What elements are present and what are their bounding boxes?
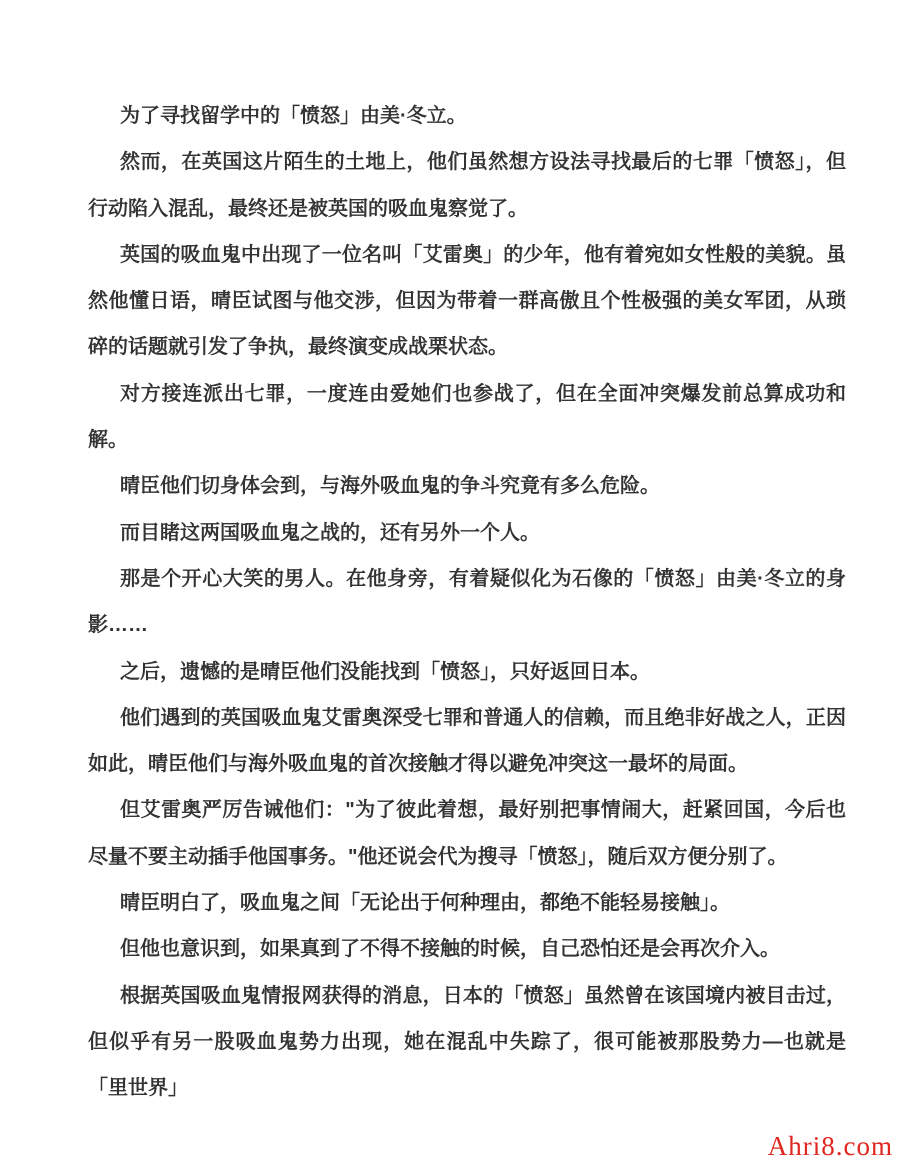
paragraph: 对方接连派出七罪，一度连由爱她们也参战了，但在全面冲突爆发前总算成功和解。 [88, 382, 846, 452]
paragraph: 但艾雷奥严厉告诫他们："为了彼此着想，最好别把事情闹大，赶紧回国，今后也尽量不要主动插手他国事务。"他还说会代为搜寻「愤怒」，随后双方便分别了。 [88, 799, 846, 868]
paragraph: 英国的吸血鬼中出现了一位名叫「艾雷奥」的少年，他有着宛如女性般的美貌。虽然他懂日语，晴臣试图与他交涉，但因为带着一群高傲且个性极强的美女军团，从琐碎的话题就引发了争执，最终演变成战栗状态。 [88, 243, 846, 359]
site-watermark: Ahri8.com [767, 1131, 893, 1161]
paragraph: 之后，遗憾的是晴臣他们没能找到「愤怒」，只好返回日本。 [120, 660, 650, 683]
paragraph: 而目睹这两国吸血鬼之战的，还有另外一个人。 [120, 521, 540, 544]
paragraph: 晴臣明白了，吸血鬼之间「无论出于何种理由，都绝不能轻易接触」。 [120, 892, 730, 915]
paragraph: 他们遇到的英国吸血鬼艾雷奥深受七罪和普通人的信赖，而且绝非好战之人，正因如此，晴臣他们与海外吸血鬼的首次接触才得以避免冲突这一最坏的局面。 [88, 706, 846, 776]
paragraph: 但他也意识到，如果真到了不得不接触的时候，自己恐怕还是会再次介入。 [120, 938, 780, 961]
paragraph: 根据英国吸血鬼情报网获得的消息，日本的「愤怒」虽然曾在该国境内被目击过，但似乎有另一股吸血鬼势力出现，她在混乱中失踪了，很可能被那股势力—也就是「里世界」 [88, 984, 846, 1100]
paragraph: 晴臣他们切身体会到，与海外吸血鬼的争斗究竟有多么危险。 [120, 475, 660, 498]
novel-text-body [88, 93, 846, 1112]
paragraph: 为了寻找留学中的「愤怒」由美·冬立。 [120, 105, 467, 127]
paragraph: 那是个开心大笑的男人。在他身旁，有着疑似化为石像的「愤怒」由美·冬立的身影…… [88, 567, 846, 637]
paragraph: 然而，在英国这片陌生的土地上，他们虽然想方设法寻找最后的七罪「愤怒」，但行动陷入混乱，最终还是被英国的吸血鬼察觉了。 [88, 151, 846, 220]
